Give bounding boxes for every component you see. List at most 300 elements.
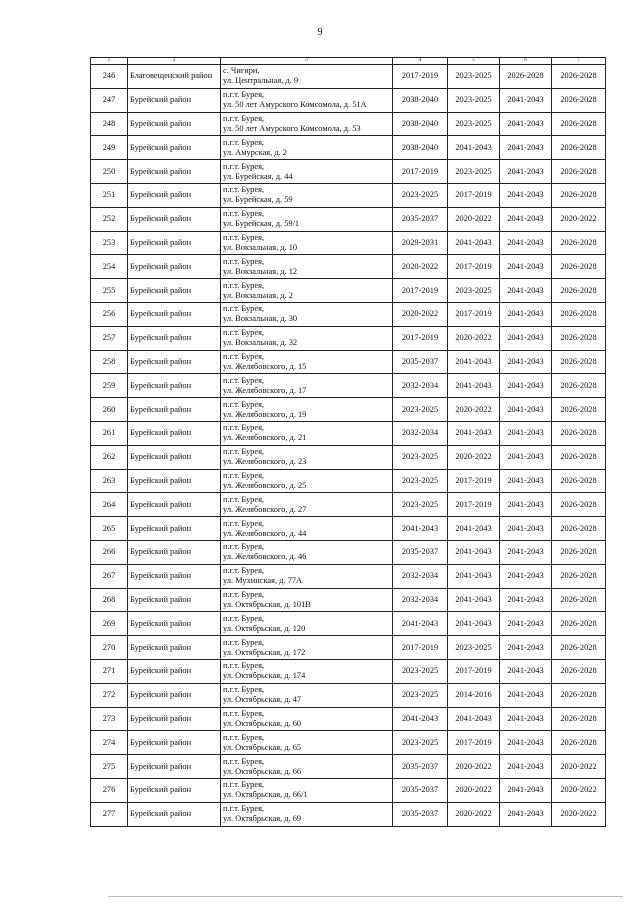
period-cell-2: 2017-2019 [448,659,500,683]
address-line-settlement: п.г.т. Бурея, [223,328,265,338]
district-cell: Бурейский район [128,445,221,469]
district-cell: Бурейский район [128,255,221,279]
table-row [91,279,606,303]
period-cell-4: 2026-2028 [552,88,606,112]
table-row [91,445,606,469]
row-number-cell: 272 [91,683,128,707]
table-row [91,540,606,564]
address-cell [221,350,393,374]
period-cell-3: 2041-2043 [500,88,552,112]
period-cell-3: 2026-2028 [500,65,552,89]
address-line-street: ул. Вокзальная, д. 30 [223,314,298,324]
table-row [91,469,606,493]
period-cell-1: 2032-2034 [393,421,448,445]
period-cell-2: 2014-2016 [448,683,500,707]
period-cell-1: 2017-2019 [393,636,448,660]
address-line-settlement: п.г.т. Бурея, [223,518,265,528]
address-cell [221,778,393,802]
address-line-street: ул. Амурская, д. 2 [223,147,287,157]
period-cell-2: 2041-2043 [448,707,500,731]
address-line-street: ул. Желябовского, д. 44 [223,528,307,538]
period-cell-3: 2041-2043 [500,755,552,779]
address-line-settlement: п.г.т. Бурея, [223,113,265,123]
address-line-street: ул. 50 лет Амурского Комсомола, д. 53 [223,123,361,133]
address-line-settlement: п.г.т. Бурея, [223,304,265,314]
address-line-street: ул. Октябрьская, д. 66/1 [223,790,308,800]
row-number-cell: 275 [91,755,128,779]
address-line-settlement: п.г.т. Бурея, [223,494,265,504]
period-cell-3: 2041-2043 [500,183,552,207]
period-cell-3: 2041-2043 [500,588,552,612]
period-cell-2: 2020-2022 [448,802,500,826]
district-cell: Бурейский район [128,636,221,660]
address-cell [221,755,393,779]
address-cell [221,636,393,660]
table-body [91,58,606,827]
period-cell-2: 2017-2019 [448,183,500,207]
period-cell-3: 2041-2043 [500,279,552,303]
period-cell-2: 2041-2043 [448,540,500,564]
period-cell-1: 2035-2037 [393,207,448,231]
row-number-cell: 277 [91,802,128,826]
period-cell-4: 2026-2028 [552,136,606,160]
period-cell-1: 2035-2037 [393,350,448,374]
address-line-settlement: п.г.т. Бурея, [223,447,265,457]
period-cell-1: 2032-2034 [393,588,448,612]
row-number-cell: 252 [91,207,128,231]
district-cell: Бурейский район [128,421,221,445]
address-line-settlement: п.г.т. Бурея, [223,90,265,100]
period-cell-2: 2041-2043 [448,421,500,445]
period-cell-4: 2026-2028 [552,421,606,445]
period-cell-1: 2020-2022 [393,255,448,279]
row-number-cell: 268 [91,588,128,612]
district-cell: Бурейский район [128,683,221,707]
row-number-cell: 265 [91,517,128,541]
period-cell-1: 2023-2025 [393,183,448,207]
table-row [91,88,606,112]
address-line-street: ул. Мухинская, д. 77А [223,576,303,586]
address-line-street: ул. Октябрьская, д. 60 [223,718,302,728]
period-cell-3: 2041-2043 [500,326,552,350]
period-cell-2: 2017-2019 [448,731,500,755]
period-cell-3: 2041-2043 [500,564,552,588]
address-cell [221,112,393,136]
row-number-cell: 259 [91,374,128,398]
row-number-cell: 274 [91,731,128,755]
address-line-settlement: п.г.т. Бурея, [223,542,265,552]
period-cell-1: 2041-2043 [393,707,448,731]
address-line-street: ул. Желябовского, д. 25 [223,480,307,490]
schedule-table [90,57,606,827]
period-cell-3: 2041-2043 [500,255,552,279]
period-cell-1: 2020-2022 [393,302,448,326]
period-cell-4: 2020-2022 [552,207,606,231]
period-cell-2: 2023-2025 [448,160,500,184]
period-cell-2: 2020-2022 [448,398,500,422]
district-cell: Бурейский район [128,374,221,398]
period-cell-3: 2041-2043 [500,659,552,683]
district-cell: Бурейский район [128,136,221,160]
address-line-street: ул. Октябрьская, д. 69 [223,814,302,824]
period-cell-2: 2017-2019 [448,255,500,279]
period-cell-1: 2038-2040 [393,88,448,112]
period-cell-2: 2020-2022 [448,326,500,350]
period-cell-4: 2026-2028 [552,588,606,612]
period-cell-3: 2041-2043 [500,707,552,731]
period-cell-2: 2020-2022 [448,445,500,469]
period-cell-1: 2017-2019 [393,160,448,184]
period-cell-2: 2023-2025 [448,88,500,112]
column-number: 5 [448,58,500,65]
address-cell [221,517,393,541]
period-cell-2: 2017-2019 [448,469,500,493]
address-line-settlement: п.г.т. Бурея, [223,209,265,219]
period-cell-4: 2020-2022 [552,778,606,802]
period-cell-4: 2020-2022 [552,802,606,826]
district-cell: Бурейский район [128,183,221,207]
address-cell [221,207,393,231]
row-number-cell: 260 [91,398,128,422]
address-line-street: ул. Октябрьская, д. 172 [223,647,306,657]
table-row [91,755,606,779]
period-cell-2: 2023-2025 [448,636,500,660]
period-cell-3: 2041-2043 [500,683,552,707]
period-cell-3: 2041-2043 [500,612,552,636]
row-number-cell: 266 [91,540,128,564]
address-line-street: ул. Октябрьская, д. 101В [223,599,311,609]
address-cell [221,279,393,303]
address-line-settlement: п.г.т. Бурея, [223,185,265,195]
period-cell-4: 2026-2028 [552,350,606,374]
address-line-street: ул. Вокзальная, д. 32 [223,338,298,348]
period-cell-3: 2041-2043 [500,160,552,184]
period-cell-4: 2026-2028 [552,636,606,660]
period-cell-2: 2041-2043 [448,231,500,255]
district-cell: Бурейский район [128,612,221,636]
address-line-street: ул. Вокзальная, д. 2 [223,290,293,300]
district-cell: Бурейский район [128,493,221,517]
address-line-street: ул. Центральная, д. 9 [223,76,299,86]
period-cell-3: 2041-2043 [500,421,552,445]
table-row [91,207,606,231]
district-cell: Бурейский район [128,88,221,112]
period-cell-3: 2041-2043 [500,493,552,517]
address-cell [221,421,393,445]
address-line-settlement: п.г.т. Бурея, [223,137,265,147]
period-cell-3: 2041-2043 [500,302,552,326]
period-cell-2: 2041-2043 [448,374,500,398]
district-cell: Бурейский район [128,802,221,826]
period-cell-3: 2041-2043 [500,350,552,374]
period-cell-3: 2041-2043 [500,778,552,802]
table-row [91,778,606,802]
period-cell-2: 2041-2043 [448,564,500,588]
period-cell-2: 2041-2043 [448,588,500,612]
period-cell-4: 2026-2028 [552,112,606,136]
address-cell [221,160,393,184]
address-line-settlement: п.г.т. Бурея, [223,613,265,623]
row-number-cell: 273 [91,707,128,731]
address-line-settlement: п.г.т. Бурея, [223,804,265,814]
row-number-cell: 254 [91,255,128,279]
period-cell-2: 2023-2025 [448,65,500,89]
address-line-street: ул. Вокзальная, д. 10 [223,242,298,252]
table-row [91,612,606,636]
district-cell: Бурейский район [128,160,221,184]
table-row [91,588,606,612]
table-row [91,183,606,207]
period-cell-4: 2026-2028 [552,564,606,588]
address-line-settlement: п.г.т. Бурея, [223,708,265,718]
district-cell: Бурейский район [128,588,221,612]
address-cell [221,659,393,683]
period-cell-4: 2026-2028 [552,493,606,517]
row-number-cell: 276 [91,778,128,802]
period-cell-4: 2026-2028 [552,279,606,303]
district-cell: Бурейский район [128,231,221,255]
period-cell-4: 2026-2028 [552,612,606,636]
address-cell [221,588,393,612]
address-line-settlement: п.г.т. Бурея, [223,399,265,409]
column-number: 4 [393,58,448,65]
row-number-cell: 256 [91,302,128,326]
address-cell [221,540,393,564]
period-cell-3: 2041-2043 [500,398,552,422]
district-cell: Бурейский район [128,469,221,493]
period-cell-1: 2041-2043 [393,612,448,636]
period-cell-3: 2041-2043 [500,374,552,398]
address-line-street: ул. Октябрьская, д. 120 [223,623,306,633]
row-number-cell: 255 [91,279,128,303]
table-row [91,493,606,517]
period-cell-3: 2041-2043 [500,136,552,160]
row-number-cell: 271 [91,659,128,683]
address-line-settlement: п.г.т. Бурея, [223,280,265,290]
row-number-cell: 263 [91,469,128,493]
address-line-street: ул. Бурейская, д. 44 [223,171,293,181]
period-cell-1: 2023-2025 [393,398,448,422]
period-cell-4: 2026-2028 [552,183,606,207]
address-line-settlement: п.г.т. Бурея, [223,780,265,790]
period-cell-4: 2026-2028 [552,302,606,326]
address-cell [221,731,393,755]
address-line-settlement: п.г.т. Бурея, [223,161,265,171]
period-cell-3: 2041-2043 [500,231,552,255]
address-line-settlement: п.г.т. Бурея, [223,375,265,385]
address-line-settlement: с. Чигири, [223,66,260,76]
address-line-settlement: п.г.т. Бурея, [223,637,265,647]
address-line-settlement: п.г.т. Бурея, [223,232,265,242]
column-number: 1 [91,58,128,65]
table-row [91,326,606,350]
address-cell [221,374,393,398]
district-cell: Благовещенский район [128,65,221,89]
table-row [91,398,606,422]
period-cell-4: 2026-2028 [552,731,606,755]
column-number: 6 [500,58,552,65]
address-cell [221,612,393,636]
period-cell-3: 2041-2043 [500,207,552,231]
period-cell-4: 2026-2028 [552,659,606,683]
address-cell [221,802,393,826]
district-cell: Бурейский район [128,517,221,541]
district-cell: Бурейский район [128,398,221,422]
table-row [91,65,606,89]
district-cell: Бурейский район [128,350,221,374]
period-cell-2: 2041-2043 [448,517,500,541]
address-line-settlement: п.г.т. Бурея, [223,685,265,695]
table-row [91,302,606,326]
district-cell: Бурейский район [128,326,221,350]
period-cell-3: 2041-2043 [500,731,552,755]
period-cell-1: 2032-2034 [393,374,448,398]
period-cell-4: 2026-2028 [552,231,606,255]
table-row [91,136,606,160]
address-line-street: ул. Желябовского, д. 19 [223,409,307,419]
address-cell [221,65,393,89]
column-number: 2 [128,58,221,65]
period-cell-2: 2041-2043 [448,136,500,160]
address-line-street: ул. Желябовского, д. 27 [223,504,307,514]
period-cell-4: 2026-2028 [552,469,606,493]
table-row [91,350,606,374]
table-row [91,112,606,136]
address-cell [221,493,393,517]
period-cell-4: 2026-2028 [552,517,606,541]
address-line-settlement: п.г.т. Бурея, [223,756,265,766]
period-cell-1: 2041-2043 [393,517,448,541]
table-row [91,517,606,541]
row-number-cell: 262 [91,445,128,469]
address-cell [221,707,393,731]
period-cell-4: 2026-2028 [552,540,606,564]
table-row [91,802,606,826]
period-cell-4: 2026-2028 [552,326,606,350]
address-cell [221,564,393,588]
period-cell-1: 2023-2025 [393,445,448,469]
address-line-settlement: п.г.т. Бурея, [223,661,265,671]
address-line-settlement: п.г.т. Бурея, [223,470,265,480]
row-number-cell: 247 [91,88,128,112]
address-cell [221,302,393,326]
period-cell-2: 2017-2019 [448,493,500,517]
period-cell-1: 2035-2037 [393,802,448,826]
address-line-street: ул. Желябовского, д. 15 [223,361,307,371]
district-cell: Бурейский район [128,540,221,564]
address-line-street: ул. 50 лет Амурского Комсомола, д. 51А [223,100,367,110]
address-cell [221,398,393,422]
period-cell-2: 2041-2043 [448,612,500,636]
period-cell-4: 2026-2028 [552,398,606,422]
period-cell-4: 2026-2028 [552,160,606,184]
address-line-street: ул. Желябовского, д. 46 [223,552,307,562]
period-cell-4: 2026-2028 [552,707,606,731]
address-line-street: ул. Октябрьская, д. 47 [223,695,302,705]
period-cell-2: 2023-2025 [448,112,500,136]
period-cell-1: 2023-2025 [393,493,448,517]
period-cell-3: 2041-2043 [500,802,552,826]
table-row [91,374,606,398]
period-cell-2: 2023-2025 [448,279,500,303]
period-cell-4: 2026-2028 [552,65,606,89]
address-line-street: ул. Бурейская, д. 59 [223,195,293,205]
address-cell [221,255,393,279]
row-number-cell: 249 [91,136,128,160]
table-row [91,564,606,588]
period-cell-3: 2041-2043 [500,636,552,660]
address-line-street: ул. Желябовского, д. 21 [223,433,307,443]
period-cell-1: 2035-2037 [393,755,448,779]
period-cell-4: 2026-2028 [552,255,606,279]
address-line-street: ул. Октябрьская, д. 65 [223,742,302,752]
row-number-cell: 253 [91,231,128,255]
period-cell-1: 2038-2040 [393,112,448,136]
table-row [91,231,606,255]
row-number-cell: 264 [91,493,128,517]
row-number-cell: 270 [91,636,128,660]
period-cell-2: 2020-2022 [448,778,500,802]
period-cell-1: 2035-2037 [393,778,448,802]
row-number-cell: 246 [91,65,128,89]
row-number-cell: 250 [91,160,128,184]
district-cell: Бурейский район [128,112,221,136]
page-number: 9 [317,27,323,38]
period-cell-3: 2041-2043 [500,112,552,136]
period-cell-1: 2038-2040 [393,136,448,160]
address-line-settlement: п.г.т. Бурея, [223,732,265,742]
period-cell-1: 2029-2031 [393,231,448,255]
period-cell-1: 2017-2019 [393,326,448,350]
column-number: 7 [552,58,606,65]
district-cell: Бурейский район [128,731,221,755]
period-cell-4: 2026-2028 [552,445,606,469]
page-bottom-rule [108,896,623,897]
address-line-street: ул. Желябовского, д. 23 [223,457,307,467]
table-row [91,255,606,279]
address-line-street: ул. Бурейская, д. 59/1 [223,219,300,229]
address-line-settlement: п.г.т. Бурея, [223,351,265,361]
row-number-cell: 261 [91,421,128,445]
district-cell: Бурейский район [128,302,221,326]
table-row [91,636,606,660]
address-cell [221,469,393,493]
column-number: 3 [221,58,393,65]
period-cell-3: 2041-2043 [500,469,552,493]
address-cell [221,683,393,707]
district-cell: Бурейский район [128,207,221,231]
period-cell-1: 2023-2025 [393,683,448,707]
row-number-cell: 267 [91,564,128,588]
table-row [91,421,606,445]
table-row [91,160,606,184]
period-cell-4: 2026-2028 [552,374,606,398]
address-cell [221,445,393,469]
row-number-cell: 257 [91,326,128,350]
period-cell-3: 2041-2043 [500,517,552,541]
period-cell-1: 2017-2019 [393,279,448,303]
period-cell-2: 2020-2022 [448,755,500,779]
district-cell: Бурейский район [128,755,221,779]
address-cell [221,136,393,160]
district-cell: Бурейский район [128,778,221,802]
address-cell [221,326,393,350]
address-line-street: ул. Октябрьская, д. 66 [223,766,302,776]
address-line-settlement: п.г.т. Бурея, [223,589,265,599]
period-cell-2: 2041-2043 [448,350,500,374]
address-line-settlement: п.г.т. Бурея, [223,566,265,576]
period-cell-4: 2020-2022 [552,755,606,779]
